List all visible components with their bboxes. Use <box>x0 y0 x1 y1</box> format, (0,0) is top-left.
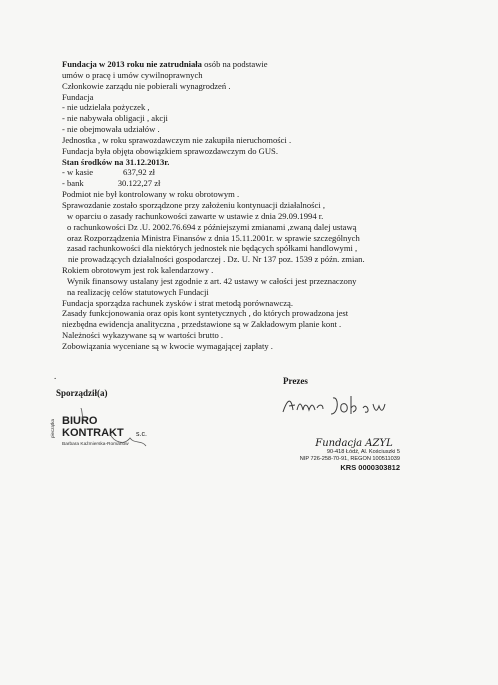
text-line: - nie nabywała obligacji , akcji <box>62 113 168 124</box>
balance-heading: Stan środków na 31.12.2013r. <box>62 156 170 167</box>
balance-amount: 637,92 zł <box>123 167 156 178</box>
bullet-dot: . <box>54 371 57 381</box>
text-line: zasad rachunkowości dla niektórych jednostek nie będących spółkami handlowymi , <box>67 243 358 254</box>
text-line: oraz Rozporządzenia Ministra Finansów z dnia 15.11.2001r. w sprawie szczególnych <box>67 232 360 243</box>
office-stamp <box>50 408 180 448</box>
text-line: Rokiem obrotowym jest rok kalendarzowy . <box>62 265 214 276</box>
text-line: Podmiot nie był kontrolowany w roku obrotowym . <box>62 189 240 200</box>
text-line: Fundacja <box>62 91 94 102</box>
stamp-side-text: pieczątka <box>50 418 55 438</box>
text-line: w oparciu o zasady rachunkowości zawarte w ustawie z dnia 29.09.1994 r. <box>67 210 324 221</box>
text-line: nie prowadzących działalności gospodarczej . Dz. U. Nr 137 poz. 1539 z późn. zmian. <box>68 254 365 265</box>
text-line: Należności wykazywane są w wartości brutto . <box>62 330 224 341</box>
text-line: umów o pracę i umów cywilnoprawnych <box>62 69 203 80</box>
document-body <box>62 59 482 352</box>
stamp-ids: NIP 726-258-70-91, REGON 100511039 <box>299 456 400 462</box>
balance-row-cash <box>62 167 482 178</box>
balance-label: - w kasie <box>62 167 94 178</box>
stamp-suffix: s.c. <box>136 431 147 438</box>
text-line: niezbędna ewidencja analityczna , przedstawione są w Zakładowym planie kont . <box>62 319 342 330</box>
stamp-krs: KRS 0000303812 <box>340 463 400 472</box>
text-line: - nie udzielała pożyczek , <box>62 102 150 113</box>
office-stamp-graphic <box>50 408 180 450</box>
text-line: Jednostka , w roku sprawozdawczym nie zakupiła nieruchomości . <box>62 134 292 145</box>
text-line: Fundacja była objęta obowiązkiem sprawozdawczym do GUS. <box>62 145 278 156</box>
stamp-person: Barbara Kaźmierska-Romanow <box>62 442 129 447</box>
text-line: Zobowiązania wyceniane są w kwocie wymagającej zapłaty . <box>62 340 273 351</box>
text-line: Członkowie zarządu nie pobierali wynagrodzeń . <box>62 80 231 91</box>
text-line <box>62 59 482 70</box>
bold-phrase: Fundacja w 2013 roku nie zatrudniała <box>62 59 202 69</box>
text-line: na realizację celów statutowych Fundacji <box>67 286 209 297</box>
stamp-name-line1: BIURO <box>62 415 98 427</box>
text-line: Wynik finansowy ustalany jest zgodnie z art. 42 ustawy w całości jest przeznaczony <box>67 275 357 286</box>
line-text: osób na podstawie <box>201 59 268 69</box>
president-label: Prezes <box>283 376 308 386</box>
text-line: o rachunkowości Dz .U. 2002.76.694 z późniejszymi zmianami ,zwaną dalej ustawą <box>67 221 357 232</box>
stamp-address: 90-418 Łódź, Al. Kościuszki 5 <box>326 449 400 455</box>
stamp-name-line2: KONTRAKT <box>62 427 124 439</box>
stamp-title: Fundacja AZYL <box>315 438 393 449</box>
foundation-stamp <box>290 438 400 472</box>
text-line: Zasady funkcjonowania oraz opis kont syntetycznych , do których prowadzona jest <box>62 308 349 319</box>
president-signature <box>279 392 389 422</box>
text-line: Fundacja sporządza rachunek zysków i strat metodą porównawczą. <box>62 297 293 308</box>
prepared-by-label: Sporządził(a) <box>56 388 108 398</box>
text-line: Sprawozdanie zostało sporządzone przy założeniu kontynuacji działalności , <box>62 199 325 210</box>
president-signature-drawing <box>279 392 389 418</box>
balance-label: - bank <box>62 178 84 189</box>
balance-amount: 30.122,27 zł <box>117 178 161 189</box>
balance-row-bank <box>62 178 482 189</box>
text-line: - nie obejmowała udziałów . <box>62 124 160 135</box>
